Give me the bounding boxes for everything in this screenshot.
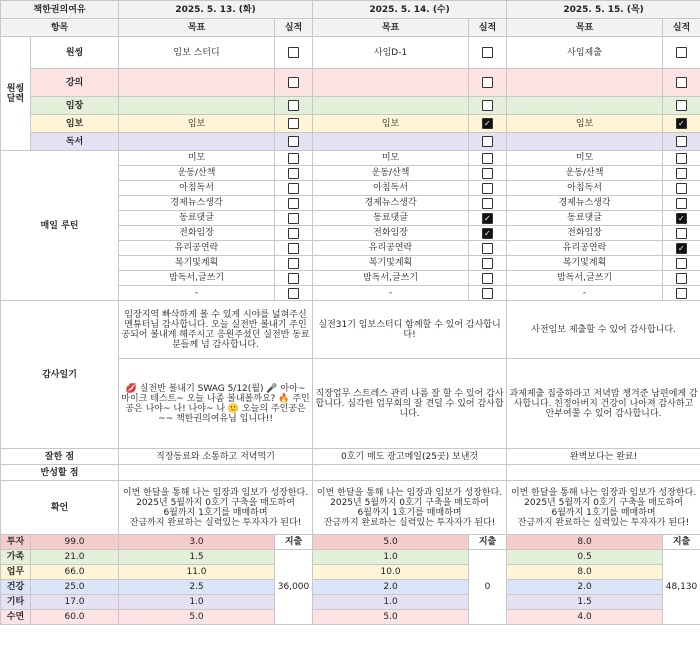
time-value[interactable]: 2.5	[119, 580, 275, 595]
checkbox[interactable]	[288, 273, 299, 284]
affirmation-line: 2025년 5월까지 0호기 구축을 매도하여	[524, 497, 683, 508]
day-header: 2025. 5. 14. (수)	[313, 1, 507, 19]
routine-item[interactable]: 전화임장	[119, 226, 275, 241]
growth-row-label: 독서	[31, 133, 119, 151]
checkbox[interactable]	[288, 136, 299, 147]
time-category: 건강	[1, 580, 31, 595]
checkbox[interactable]	[676, 288, 687, 299]
checkbox[interactable]	[676, 198, 687, 209]
checkbox[interactable]	[676, 77, 687, 88]
reflect-label: 반성할 점	[1, 465, 119, 481]
time-total: 99.0	[31, 535, 119, 550]
routine-item[interactable]: 전화임장	[507, 226, 663, 241]
routine-check-cell	[663, 241, 700, 256]
checkbox[interactable]	[288, 288, 299, 299]
routine-item[interactable]: 미모	[507, 151, 663, 166]
growth-check-cell	[663, 97, 700, 115]
routine-check-cell	[275, 271, 313, 286]
affirmation-line: 이번 한달을 통해 나는 임장과 임보가 성장한다.	[122, 487, 309, 498]
routine-check-cell	[275, 226, 313, 241]
routine-item[interactable]: 유리공연락	[313, 241, 469, 256]
routine-item[interactable]: -	[313, 286, 469, 301]
routine-item[interactable]: 동료댓글	[507, 211, 663, 226]
goal-header: 목표	[507, 19, 663, 37]
checkbox[interactable]	[676, 183, 687, 194]
checkbox[interactable]	[288, 213, 299, 224]
routine-item[interactable]: 복기및계획	[119, 256, 275, 271]
time-category: 투자	[1, 535, 31, 550]
checkbox[interactable]	[288, 153, 299, 164]
routine-item[interactable]: 유리공연락	[119, 241, 275, 256]
affirmation-line: 잔금까지 완료하는 실력있는 투자자가 된다!	[517, 517, 690, 528]
routine-section-label: 매일 루틴	[1, 151, 119, 301]
checkbox[interactable]	[288, 198, 299, 209]
routine-check-cell	[663, 256, 700, 271]
good-text[interactable]: 0호기 매도 광고메일(25곳) 보낸것	[313, 449, 507, 465]
growth-goal[interactable]: 사임제출	[507, 37, 663, 69]
gratitude-text[interactable]: 과제제출 집중하라고 저녁밥 챙겨준 남편에게 감사합니다. 친정아버지 건강이 나아져 감사하고 안부여쭐 수 있어 감사합니다.	[507, 359, 700, 449]
checkbox[interactable]	[482, 77, 493, 88]
affirmation-line: 2025년 5월까지 0호기 구축을 매도하여	[330, 497, 489, 508]
routine-check-cell	[275, 181, 313, 196]
time-value[interactable]: 5.0	[313, 535, 469, 550]
checkbox[interactable]	[676, 258, 687, 269]
checkbox[interactable]	[482, 118, 493, 129]
checkbox[interactable]	[482, 136, 493, 147]
good-text[interactable]: 직장동료와 소통하고 저녁먹기	[119, 449, 313, 465]
growth-goal[interactable]	[119, 97, 275, 115]
time-total: 66.0	[31, 565, 119, 580]
routine-check-cell	[663, 211, 700, 226]
affirmation-line: 6월까지 1호기를 매매하며	[357, 507, 462, 518]
gratitude-label: 감사일기	[1, 301, 119, 449]
routine-item[interactable]: 전화임장	[313, 226, 469, 241]
growth-section-label: 원씽 달력	[1, 37, 31, 151]
routine-check-cell	[663, 166, 700, 181]
checkbox[interactable]	[482, 243, 493, 254]
growth-goal[interactable]	[313, 69, 469, 97]
checkbox[interactable]	[482, 198, 493, 209]
checkbox[interactable]	[288, 228, 299, 239]
growth-row-label: 강의	[31, 69, 119, 97]
time-value[interactable]: 2.0	[507, 580, 663, 595]
growth-goal[interactable]: 임보	[119, 115, 275, 133]
growth-goal[interactable]: 임보	[313, 115, 469, 133]
checkbox[interactable]	[482, 100, 493, 111]
growth-check-cell	[469, 69, 507, 97]
time-value[interactable]: 8.0	[507, 565, 663, 580]
routine-item[interactable]: 경제뉴스생각	[313, 196, 469, 211]
routine-check-cell	[663, 226, 700, 241]
growth-goal[interactable]: 임보 스터디	[119, 37, 275, 69]
checkbox[interactable]	[288, 243, 299, 254]
time-value[interactable]: 5.0	[119, 610, 275, 625]
checkbox[interactable]	[676, 243, 687, 254]
growth-goal[interactable]: 임보	[507, 115, 663, 133]
growth-row-label: 임장	[31, 97, 119, 115]
affirmation-line: 6월까지 1호기를 매매하며	[551, 507, 656, 518]
routine-item[interactable]: 아침독서	[119, 181, 275, 196]
checkbox[interactable]	[676, 273, 687, 284]
affirmation-line: 이번 한달을 통해 나는 임장과 임보가 성장한다.	[510, 487, 697, 498]
expense-value[interactable]: 48,130	[663, 550, 700, 625]
time-total: 17.0	[31, 595, 119, 610]
routine-item[interactable]: 운동/산책	[507, 166, 663, 181]
growth-check-cell	[275, 133, 313, 151]
reflect-text[interactable]	[119, 465, 313, 481]
routine-item[interactable]: 동료댓글	[119, 211, 275, 226]
result-header: 실적	[275, 19, 313, 37]
growth-row-label: 임보	[31, 115, 119, 133]
time-value[interactable]: 4.0	[507, 610, 663, 625]
routine-check-cell	[469, 181, 507, 196]
growth-check-cell	[275, 37, 313, 69]
time-value[interactable]: 1.0	[313, 595, 469, 610]
day-header: 2025. 5. 13. (화)	[119, 1, 313, 19]
checkbox[interactable]	[288, 168, 299, 179]
checkbox[interactable]	[288, 77, 299, 88]
checkbox[interactable]	[676, 100, 687, 111]
routine-item[interactable]: 동료댓글	[313, 211, 469, 226]
checkbox[interactable]	[482, 183, 493, 194]
item-header: 항목	[1, 19, 119, 37]
affirmation-line: 잔금까지 완료하는 실력있는 투자자가 된다!	[129, 517, 302, 528]
routine-item[interactable]: -	[119, 286, 275, 301]
affirmation-text[interactable]	[507, 481, 700, 535]
routine-item[interactable]: -	[507, 286, 663, 301]
routine-item[interactable]: 경제뉴스생각	[119, 196, 275, 211]
routine-check-cell	[275, 286, 313, 301]
result-header: 실적	[663, 19, 700, 37]
routine-item[interactable]: 유리공연락	[507, 241, 663, 256]
growth-check-cell	[275, 69, 313, 97]
routine-check-cell	[663, 181, 700, 196]
checkbox[interactable]	[482, 168, 493, 179]
time-value[interactable]: 1.5	[507, 595, 663, 610]
growth-goal[interactable]	[507, 69, 663, 97]
growth-check-cell	[663, 37, 700, 69]
routine-check-cell	[663, 286, 700, 301]
growth-goal[interactable]: 사임D-1	[313, 37, 469, 69]
checkbox[interactable]	[676, 136, 687, 147]
checkbox[interactable]	[482, 213, 493, 224]
affirmation-line: 2025년 5월까지 0호기 구축을 매도하여	[136, 497, 295, 508]
routine-check-cell	[469, 211, 507, 226]
time-value[interactable]: 3.0	[119, 535, 275, 550]
expense-label: 지출	[275, 535, 313, 550]
good-label: 잘한 점	[1, 449, 119, 465]
routine-check-cell	[469, 151, 507, 166]
gratitude-text[interactable]: 임장지역 빠삭하게 볼 수 있게 시야를 넓혀주신 멘튜터님 감사합니다. 오늘 실전반 볼내기 주인공되어 볼내게 해주시고 응원주셨던 실전반 동료분들께 넘 감사합니다.	[119, 301, 313, 359]
routine-check-cell	[469, 226, 507, 241]
affirmation-text[interactable]	[119, 481, 313, 535]
routine-item[interactable]: 미모	[313, 151, 469, 166]
affirmation-line: 6월까지 1호기를 매매하며	[163, 507, 268, 518]
growth-check-cell	[275, 115, 313, 133]
checkbox[interactable]	[288, 118, 299, 129]
checkbox[interactable]	[676, 213, 687, 224]
reflect-text[interactable]	[313, 465, 507, 481]
checkbox[interactable]	[288, 183, 299, 194]
routine-item[interactable]: 아침독서	[507, 181, 663, 196]
expense-label: 지출	[469, 535, 507, 550]
checkbox[interactable]	[482, 288, 493, 299]
routine-check-cell	[469, 166, 507, 181]
growth-check-cell	[275, 97, 313, 115]
routine-item[interactable]: 밤독서,글쓰기	[313, 271, 469, 286]
checkbox[interactable]	[288, 100, 299, 111]
affirmation-line: 잔금까지 완료하는 실력있는 투자자가 된다!	[323, 517, 496, 528]
checkbox[interactable]	[482, 153, 493, 164]
checkbox[interactable]	[482, 273, 493, 284]
growth-goal[interactable]	[313, 97, 469, 115]
goal-header: 목표	[313, 19, 469, 37]
result-header: 실적	[469, 19, 507, 37]
time-category: 가족	[1, 550, 31, 565]
routine-item[interactable]: 미모	[119, 151, 275, 166]
time-value[interactable]: 1.5	[119, 550, 275, 565]
routine-check-cell	[663, 151, 700, 166]
day-header: 2025. 5. 15. (목)	[507, 1, 700, 19]
routine-item[interactable]: 운동/산책	[119, 166, 275, 181]
affirmation-text[interactable]	[313, 481, 507, 535]
time-total: 60.0	[31, 610, 119, 625]
checkbox[interactable]	[288, 47, 299, 58]
routine-item[interactable]: 운동/산책	[313, 166, 469, 181]
good-text[interactable]: 완벽보다는 완료!	[507, 449, 700, 465]
gratitude-text[interactable]: 직장업무 스트레스 관리 나름 잘 할 수 있어 감사합니다. 심각한 업무회의 잘 견딜 수 있어 감사합니다.	[313, 359, 507, 449]
time-total: 25.0	[31, 580, 119, 595]
growth-goal[interactable]	[119, 133, 275, 151]
growth-check-cell	[469, 115, 507, 133]
routine-item[interactable]: 경제뉴스생각	[507, 196, 663, 211]
routine-check-cell	[275, 196, 313, 211]
reflect-text[interactable]	[507, 465, 700, 481]
growth-check-cell	[663, 69, 700, 97]
time-value[interactable]: 1.0	[119, 595, 275, 610]
affirmation-label: 확언	[1, 481, 119, 535]
time-value[interactable]: 0.5	[507, 550, 663, 565]
routine-check-cell	[469, 196, 507, 211]
routine-check-cell	[275, 166, 313, 181]
expense-value[interactable]: 0	[469, 550, 507, 625]
gratitude-text[interactable]: 💋 실전반 볼내기 SWAG 5/12(월) 🎤 아아~ 마이크 테스트~ 오늘 나좀 볼내볼까요? 🔥 주인공은 나야~ 나! 나야~ 나 🙂 오늘의 주인공은~~ 책한권의여유님 입니다!!	[119, 359, 313, 449]
growth-goal[interactable]	[119, 69, 275, 97]
routine-check-cell	[469, 256, 507, 271]
time-category: 수면	[1, 610, 31, 625]
routine-check-cell	[275, 241, 313, 256]
routine-check-cell	[469, 286, 507, 301]
checkbox[interactable]	[482, 47, 493, 58]
time-value[interactable]: 8.0	[507, 535, 663, 550]
routine-check-cell	[275, 211, 313, 226]
time-value[interactable]: 1.0	[313, 550, 469, 565]
growth-goal[interactable]	[507, 133, 663, 151]
growth-goal[interactable]	[313, 133, 469, 151]
routine-item[interactable]: 밤독서,글쓰기	[507, 271, 663, 286]
routine-item[interactable]: 복기및계획	[313, 256, 469, 271]
checkbox[interactable]	[676, 47, 687, 58]
gratitude-text[interactable]: 실전31기 임보스터디 함께할 수 있어 감사합니다!	[313, 301, 507, 359]
affirmation-line: 이번 한달을 통해 나는 임장과 임보가 성장한다.	[316, 487, 503, 498]
checkbox[interactable]	[288, 258, 299, 269]
corner-label: 책한권의여유	[1, 1, 119, 19]
gratitude-text[interactable]: 사전임보 제출할 수 있어 감사합니다.	[507, 301, 700, 359]
routine-check-cell	[275, 151, 313, 166]
checkbox[interactable]	[676, 168, 687, 179]
checkbox[interactable]	[482, 228, 493, 239]
routine-item[interactable]: 밤독서,글쓰기	[119, 271, 275, 286]
growth-goal[interactable]	[507, 97, 663, 115]
routine-check-cell	[469, 241, 507, 256]
routine-check-cell	[469, 271, 507, 286]
time-value[interactable]: 5.0	[313, 610, 469, 625]
growth-check-cell	[663, 133, 700, 151]
expense-value[interactable]: 36,000	[275, 550, 313, 625]
time-value[interactable]: 2.0	[313, 580, 469, 595]
time-total: 21.0	[31, 550, 119, 565]
goal-header: 목표	[119, 19, 275, 37]
checkbox[interactable]	[676, 153, 687, 164]
growth-check-cell	[469, 97, 507, 115]
routine-item[interactable]: 아침독서	[313, 181, 469, 196]
routine-item[interactable]: 복기및계획	[507, 256, 663, 271]
expense-label: 지출	[663, 535, 700, 550]
routine-check-cell	[663, 196, 700, 211]
growth-check-cell	[469, 133, 507, 151]
time-category: 업무	[1, 565, 31, 580]
time-value[interactable]: 10.0	[313, 565, 469, 580]
checkbox[interactable]	[676, 228, 687, 239]
routine-check-cell	[275, 256, 313, 271]
time-value[interactable]: 11.0	[119, 565, 275, 580]
growth-row-label: 원씽	[31, 37, 119, 69]
checkbox[interactable]	[676, 118, 687, 129]
checkbox[interactable]	[482, 258, 493, 269]
growth-check-cell	[469, 37, 507, 69]
time-category: 기타	[1, 595, 31, 610]
growth-check-cell	[663, 115, 700, 133]
routine-check-cell	[663, 271, 700, 286]
